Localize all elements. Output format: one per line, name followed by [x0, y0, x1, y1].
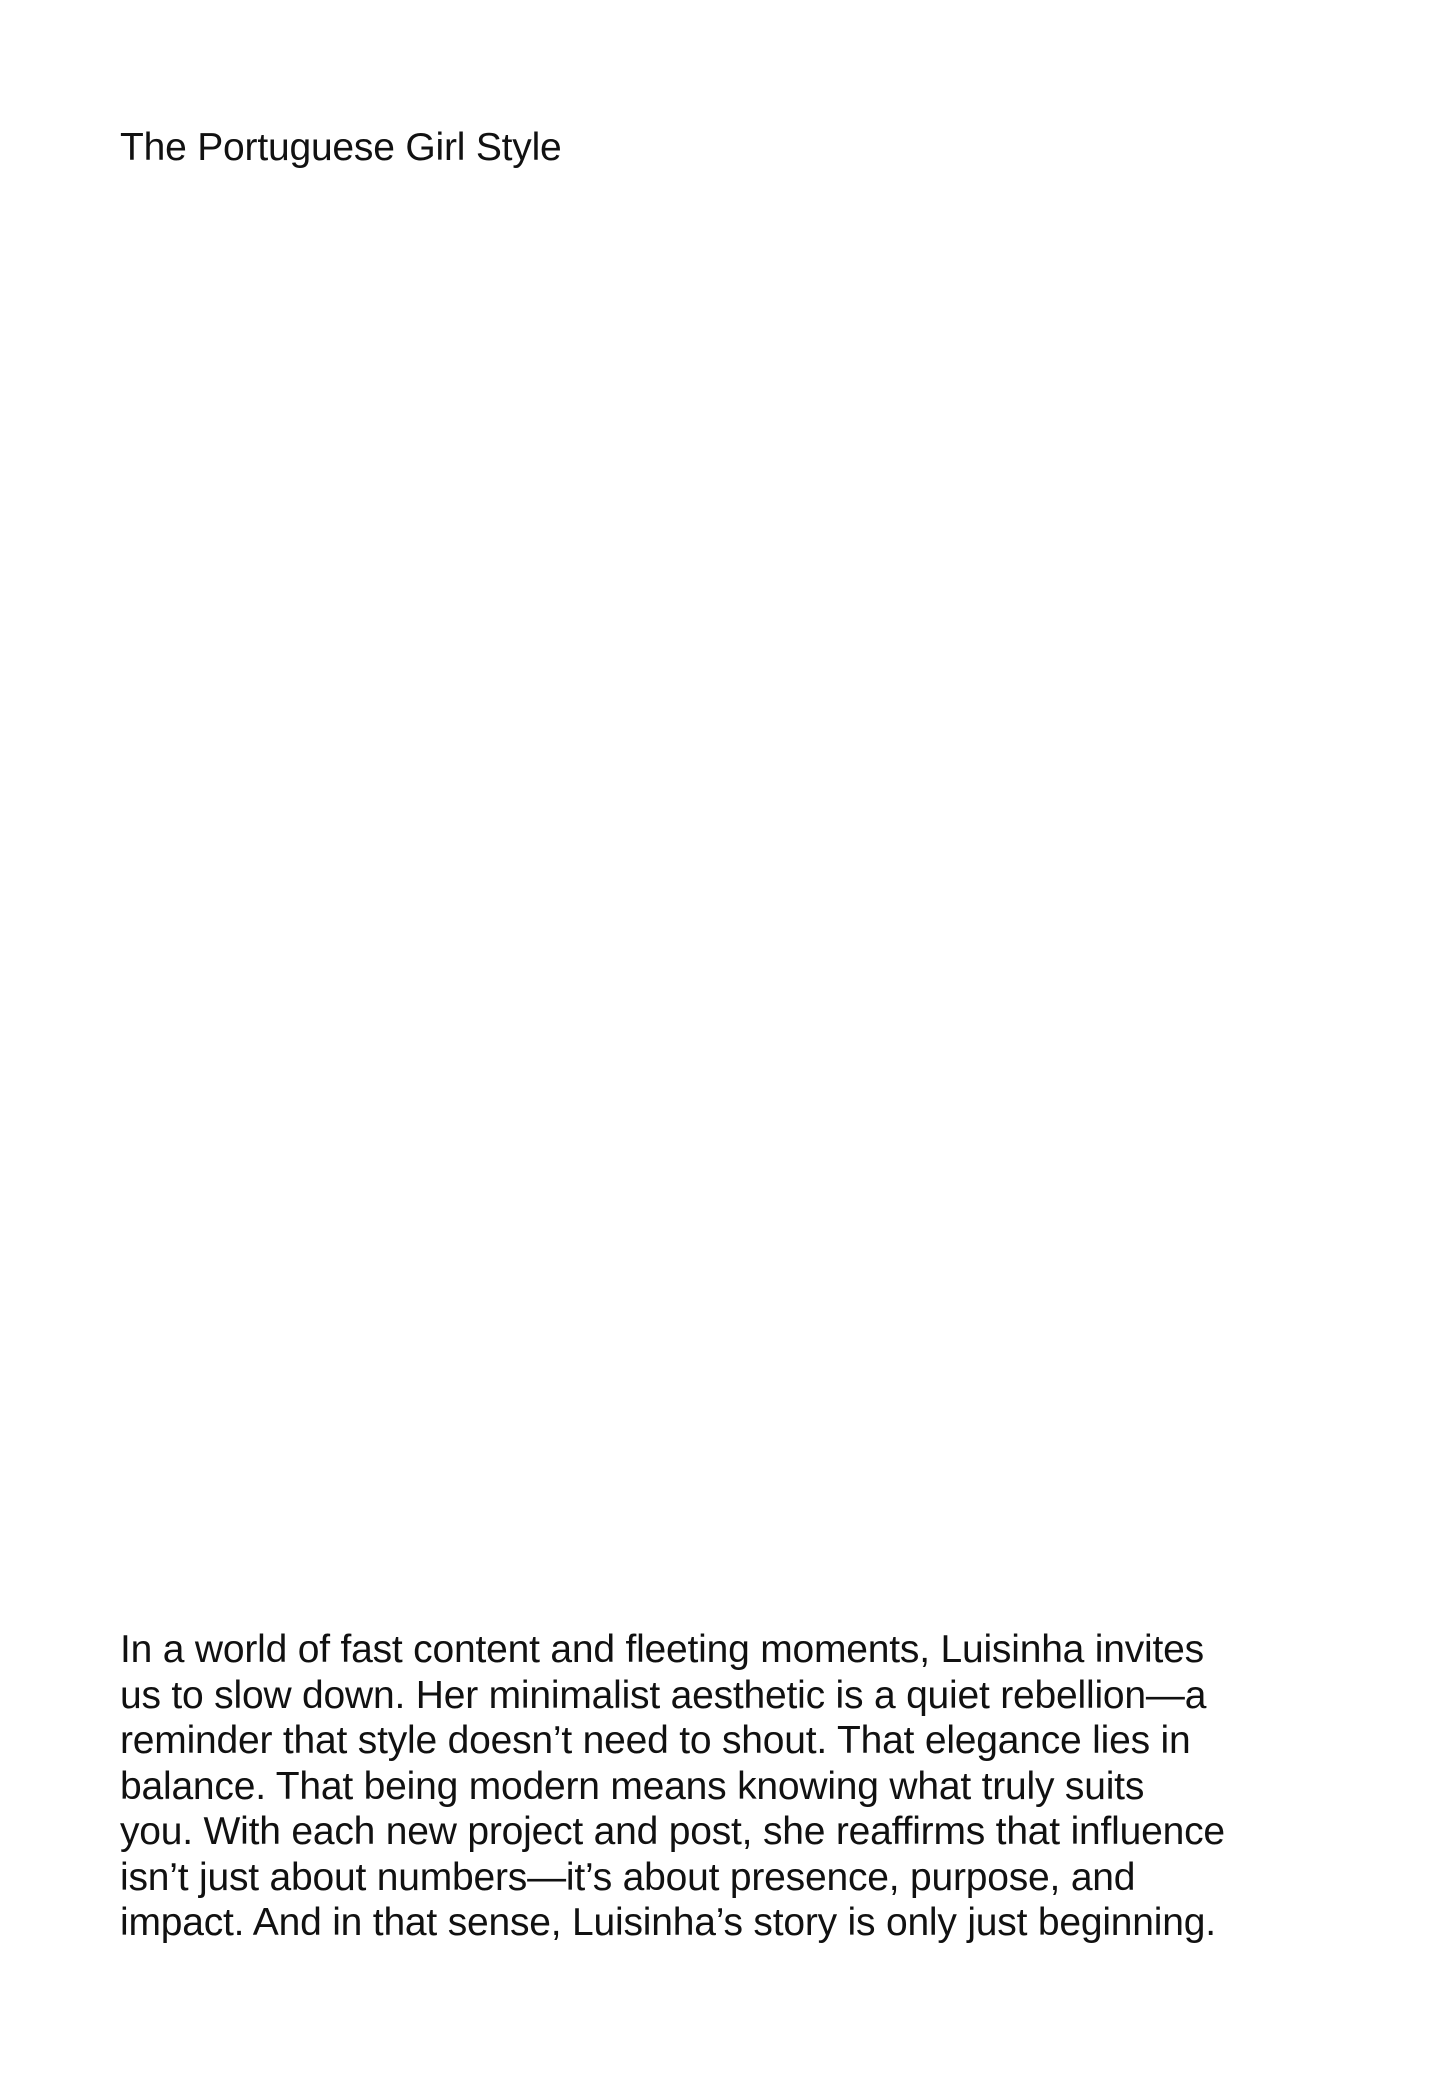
paragraph-line: reminder that style doesn’t need to shout. That elegance lies in [120, 1719, 1191, 1762]
paragraph-line: balance. That being modern means knowing what truly suits [120, 1764, 1145, 1808]
body-paragraph [120, 1627, 1350, 1946]
page-title: The Portuguese Girl Style [120, 126, 562, 169]
paragraph-line: In a world of fast content and fleeting moments, Luisinha invites [120, 1628, 1204, 1671]
paragraph-line: impact. And in that sense, Luisinha’s story is only just beginning. [120, 1901, 1216, 1944]
paragraph-line: isn’t just about numbers—it’s about presence, purpose, and [120, 1855, 1136, 1899]
paragraph-line: you. With each new project and post, she reaffirms that influence [120, 1810, 1225, 1853]
paragraph-line: us to slow down. Her minimalist aesthetic is a quiet rebellion—a [120, 1673, 1207, 1717]
